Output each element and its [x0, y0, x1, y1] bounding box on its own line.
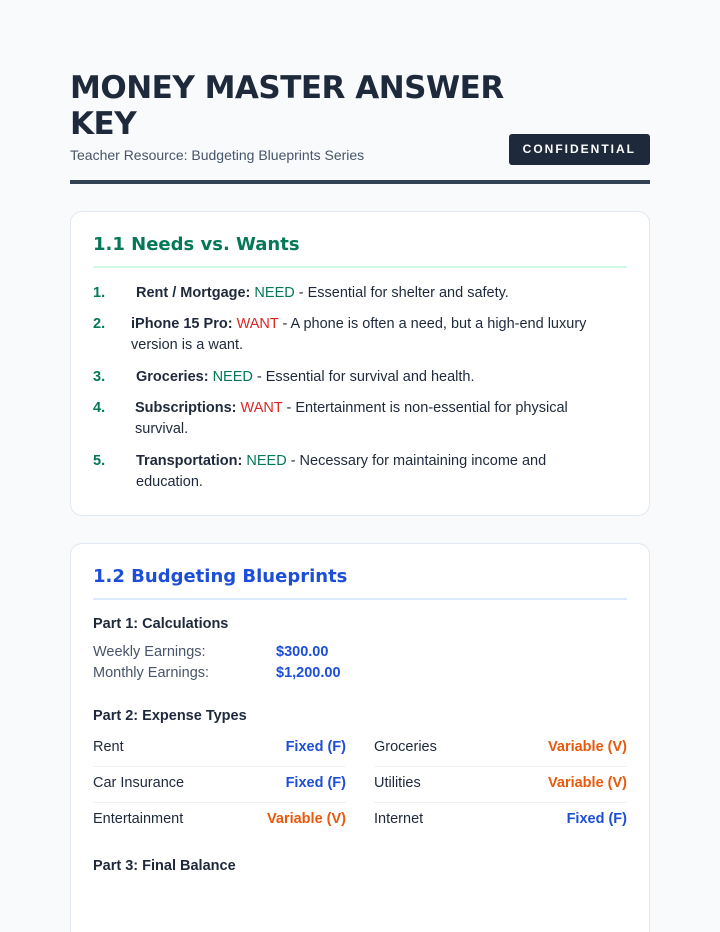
- expense-row: [93, 803, 346, 839]
- item-explanation: - A phone is often a need, but a high-end luxury version is a want.: [131, 316, 587, 353]
- list-item: [93, 283, 623, 304]
- item-number: 2.: [93, 316, 106, 332]
- needs-wants-card: [70, 211, 650, 516]
- expense-row: [374, 803, 627, 839]
- item-term: Rent / Mortgage:: [136, 285, 251, 301]
- item-term: Groceries:: [136, 369, 209, 385]
- want-label: WANT: [240, 400, 283, 416]
- expense-row: [93, 731, 346, 767]
- part3-title: Part 3: Final Balance: [93, 858, 236, 874]
- monthly-earnings-label: Monthly Earnings:: [93, 665, 210, 681]
- need-label: NEED: [254, 285, 295, 301]
- page-title: MONEY MASTER ANSWER KEY: [70, 70, 504, 142]
- item-explanation: - Necessary for maintaining income and education.: [136, 453, 547, 490]
- page-subtitle: Teacher Resource: Budgeting Blueprints Series: [70, 147, 365, 163]
- document-header: [70, 70, 650, 163]
- expense-name: Entertainment: [93, 811, 184, 827]
- item-explanation: - Essential for survival and health.: [252, 369, 475, 385]
- expense-row: [93, 767, 346, 803]
- list-item: [93, 314, 613, 356]
- section-title: 1.2 Budgeting Blueprints: [93, 566, 348, 587]
- item-explanation: - Essential for shelter and safety.: [294, 285, 509, 301]
- section-divider: [93, 598, 627, 600]
- expense-type: Fixed (F): [566, 811, 627, 827]
- list-item: [93, 451, 583, 493]
- item-term: Transportation:: [136, 453, 243, 469]
- header-divider: [70, 180, 650, 184]
- item-term: Subscriptions:: [135, 400, 237, 416]
- expense-name: Utilities: [374, 775, 421, 791]
- expense-type: Fixed (F): [285, 739, 346, 755]
- item-explanation: - Entertainment is non-essential for physical survival.: [135, 400, 568, 437]
- part1-title: Part 1: Calculations: [93, 616, 229, 632]
- need-label: NEED: [246, 453, 287, 469]
- expense-name: Rent: [93, 739, 124, 755]
- expense-name: Groceries: [374, 739, 437, 755]
- expense-type: Fixed (F): [285, 775, 346, 791]
- item-term: iPhone 15 Pro:: [131, 316, 233, 332]
- expense-row: [374, 767, 627, 803]
- need-label: NEED: [212, 369, 253, 385]
- list-item: [93, 367, 623, 388]
- item-number: 4.: [93, 400, 106, 416]
- expense-name: Car Insurance: [93, 775, 185, 791]
- weekly-earnings-label: Weekly Earnings:: [93, 644, 206, 660]
- budgeting-card: [70, 543, 650, 932]
- monthly-earnings-value: $1,200.00: [276, 665, 341, 681]
- expense-type: Variable (V): [548, 775, 627, 791]
- expense-row: [374, 731, 627, 767]
- list-item: [93, 398, 603, 440]
- expense-type: Variable (V): [267, 811, 346, 827]
- expense-type: Variable (V): [548, 739, 627, 755]
- item-number: 3.: [93, 369, 106, 385]
- item-number: 5.: [93, 453, 106, 469]
- weekly-earnings-value: $300.00: [276, 644, 329, 660]
- item-number: 1.: [93, 285, 106, 301]
- part2-title: Part 2: Expense Types: [93, 708, 247, 724]
- confidential-badge: CONFIDENTIAL: [509, 134, 650, 165]
- want-label: WANT: [236, 316, 279, 332]
- section-title: 1.1 Needs vs. Wants: [93, 234, 300, 255]
- section-divider: [93, 266, 627, 268]
- expense-name: Internet: [374, 811, 424, 827]
